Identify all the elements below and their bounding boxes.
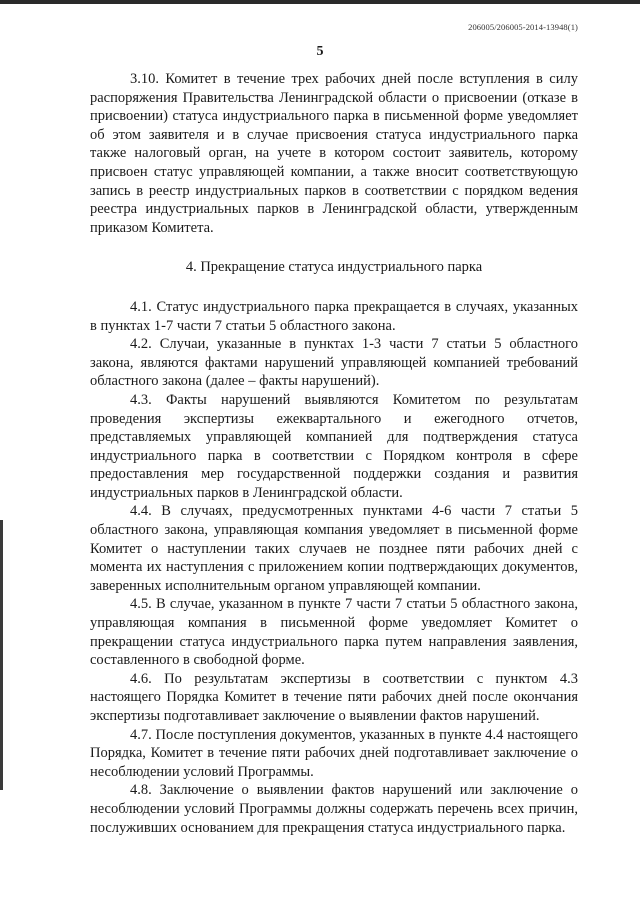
paragraph-4-8: 4.8. Заключение о выявлении фактов нарушений или заключение о несоблюдении условий Программы должны содержать перечень всех причин, послуживших основанием для прекращения статуса индустриального парка. [90, 782, 578, 836]
paragraph-4-7: 4.7. После поступления документов, указанных в пункте 4.4 настоящего Порядка, Комитет в течение пяти рабочих дней подготавливает заключение о несоблюдении условий Программы. [90, 726, 578, 780]
document-body [90, 70, 578, 837]
paragraph-4-2: 4.2. Случаи, указанные в пунктах 1-3 части 7 статьи 5 областного закона, являются фактами нарушений управляющей компанией требований областного закона (далее – факты нарушений). [90, 336, 578, 390]
document-id: 206005/206005-2014-13948(1) [468, 22, 578, 32]
scan-top-border [0, 0, 640, 4]
paragraph-4-1: 4.1. Статус индустриального парка прекращается в случаях, указанных в пунктах 1-7 части 7 статьи 5 областного закона. [90, 298, 578, 334]
page-number: 5 [316, 44, 324, 59]
paragraph-4-3: 4.3. Факты нарушений выявляются Комитетом по результатам проведения экспертизы ежеквартального и ежегодного отчетов, представляемых управляющей компанией для подтверждения статуса индустриального парка в соответствии с Порядком контроля в сфере предоставления мер государственной поддержки создания и развития индустриальных парков в Ленинградской области. [90, 391, 578, 501]
paragraph-4-4: 4.4. В случаях, предусмотренных пунктами 4-6 части 7 статьи 5 областного закона, управляющая компания уведомляет в письменной форме Комитет о наступлении таких случаев не позднее пяти рабочих дней с момента их наступления с приложением копии подтверждающих документов, заверенных исполнительным органом управляющей компании. [90, 503, 578, 594]
paragraph-3-10: 3.10. Комитет в течение трех рабочих дней после вступления в силу распоряжения Правительства Ленинградской области о присвоении (отказе в присвоении) статуса индустриального парка в письменной форме уведомляет об этом заявителя и в случае присвоения статуса индустриального парка также налоговый орган, на учете в котором состоит заявитель, которому присвоен статус управляющей компании, а также вносит соответствующую запись в реестр индустриальных парков в соответствии с порядком ведения реестра индустриальных парков в Ленинградской области, утвержденным приказом Комитета. [90, 71, 578, 236]
section-4-heading: 4. Прекращение статуса индустриального парка [185, 259, 483, 276]
scan-left-border [0, 520, 3, 790]
paragraph-4-6: 4.6. По результатам экспертизы в соответствии с пунктом 4.3 настоящего Порядка Комитет в течение пяти рабочих дней после окончания экспертизы подготавливает заключение о выявлении фактов нарушений. [90, 670, 578, 724]
paragraph-4-5: 4.5. В случае, указанном в пункте 7 части 7 статьи 5 областного закона, управляющая компания в письменной форме уведомляет Комитет о прекращении статуса индустриального парка путем направления заявления, составленного в свободной форме. [90, 596, 578, 669]
